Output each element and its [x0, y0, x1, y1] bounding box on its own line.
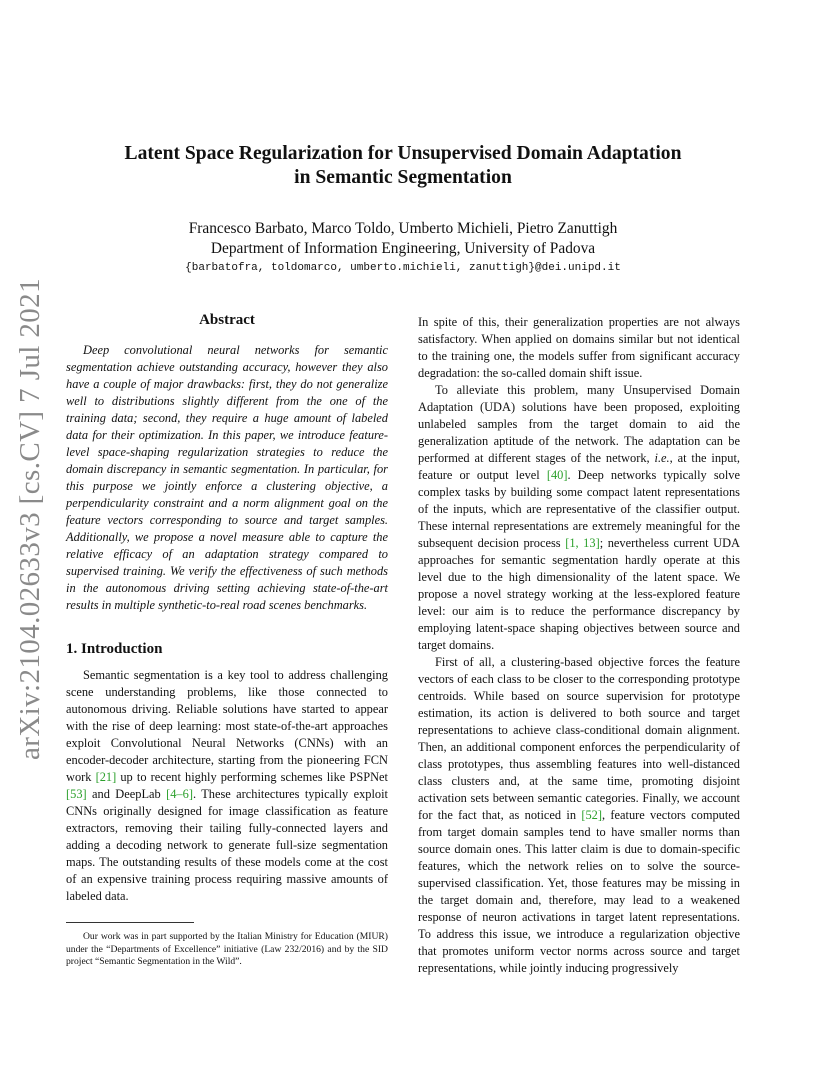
abstract-text: Deep convolutional neural networks for semantic segmentation achieve outstanding accuracy, however they also have a couple of major drawbacks: first, they do not generalize well to distributions slightly different from the one of the training data; second, they require a huge amount of labeled data for their optimization. In this paper, we introduce feature-level space-shaping regularization strategies to reduce the domain discrepancy in semantic segmentation. In particular, for this purpose we jointly enforce a clustering objective, a perpendicularity constraint and a norm alignment goal on the feature vectors corresponding to source and target samples. Additionally, we propose a novel measure able to capture the relative efficacy of an adaptation strategy compared to supervised training. We verify the effectiveness of such methods in the autonomous driving setting achieving state-of-the-art results in multiple synthetic-to-real road scenes benchmarks. [66, 343, 388, 612]
text-run-italic: i.e. [654, 451, 670, 465]
author-affiliation: Department of Information Engineering, University of Padova [210, 240, 596, 257]
right-paragraph-2 [418, 654, 740, 977]
paper-title [100, 142, 706, 190]
author-block [100, 219, 706, 259]
right-paragraph-1 [418, 382, 740, 654]
text-run: ; nevertheless current UDA approaches for semantic segmentation hardly operate at this level due to the high dimensionality of the latent space. We propose a novel strategy working at the less-explored feature level: our aim is to reduce the performance discrepancy by employing latent-space shaping objectives between source and target domains. [418, 536, 740, 652]
paper-title-line-2: in Semantic Segmentation [294, 167, 512, 188]
abstract-heading: Abstract [199, 312, 255, 328]
arxiv-identifier-stamp: arXiv:2104.02633v3 [cs.CV] 7 Jul 2021 [14, 278, 46, 760]
text-run: First of all, a clustering-based objective forces the feature vectors of each class to be closer to the corresponding prototype centroids. While based on source supervision for prototype estimation, its action is delivered to both source and target representations to achieve class-conditional domain alignment. Then, an additional component enforces the perpendicularity of class prototypes, thus assembling features into well-distanced class clusters and, at the same time, promoting disjoint activation sets between semantic categories. Finally, we account for the fact that, as noticed in [418, 655, 740, 822]
paper-title-line-1: Latent Space Regularization for Unsupervised Domain Adaptation [124, 143, 682, 164]
author-emails: {barbatofra, toldomarco, umberto.michieli, zanuttigh}@dei.unipd.it [185, 262, 621, 274]
citation-link[interactable]: [1, 13] [565, 536, 600, 550]
intro-paragraph-1 [66, 667, 388, 905]
text-run: , at the input, feature or output level [418, 451, 740, 482]
text-run: , feature vectors computed from target domain samples tend to have smaller norms than source domain ones. This latter claim is due to domain-specific features, which the network relies on to solve the source-supervised classification. Yet, those features may be missing in the target domain and, therefore, may lead to a weakened response of neuron activations in target latent representations. To address this issue, we introduce a regularization objective that promotes uniform vector norms across source and target representations, while jointly inducing progressively [418, 808, 740, 975]
citation-link[interactable]: [52] [581, 808, 602, 822]
right-paragraph-0: In spite of this, their generalization properties are not always satisfactory. When applied on domains similar but not identical to the training one, the models suffer from significant accuracy degradation: the so-called domain shift issue. [418, 315, 740, 380]
citation-link[interactable]: [40] [546, 468, 568, 482]
text-run: . Deep networks typically solve complex tasks by building some compact latent representations of the inputs, which are representative of the classifier output. These internal representations are extremely meaningful for the subsequent decision process [418, 468, 740, 550]
text-run: up to recent highly performing schemes like PSPNet [116, 770, 388, 784]
left-column [66, 312, 388, 969]
footnote-divider [66, 922, 194, 923]
introduction-heading: 1. Introduction [66, 641, 163, 657]
citation-link[interactable]: [53] [66, 787, 87, 801]
author-names: Francesco Barbato, Marco Toldo, Umberto Michieli, Pietro Zanuttigh [188, 220, 618, 237]
text-run: and DeepLab [86, 787, 167, 801]
text-run: Semantic segmentation is a key tool to address challenging scene understanding problems, like those connected to autonomous driving. Reliable solutions have started to appear with the rise of deep learning: most state-of-the-art approaches exploit Convolutional Neural Networks (CNNs) with an encoder-decoder architecture, starting from the pioneering FCN work [66, 668, 388, 784]
citation-link[interactable]: [21] [95, 770, 117, 784]
funding-footnote: Our work was in part supported by the Italian Ministry for Education (MIUR) under the “Departments of Excellence” initiative (Law 232/2016) and by the SID project “Semantic Segmentation in the Wild”. [66, 931, 388, 968]
citation-link[interactable]: [4–6] [166, 787, 193, 801]
text-run: . These architectures typically exploit CNNs originally designed for image classification as feature extractors, removing their tailing fully-connected layers and adding a decoding network to generate full-size segmentation maps. The outstanding results of these models come at the cost of an expensive training process requiring massive amounts of labeled data. [66, 787, 388, 903]
right-column [418, 314, 740, 977]
text-run: To alleviate this problem, many Unsupervised Domain Adaptation (UDA) solutions have been proposed, exploiting unlabeled samples from the target domain to aid the generalization aptitude of the network. The adaptation can be performed at different stages of the network, [418, 383, 740, 465]
